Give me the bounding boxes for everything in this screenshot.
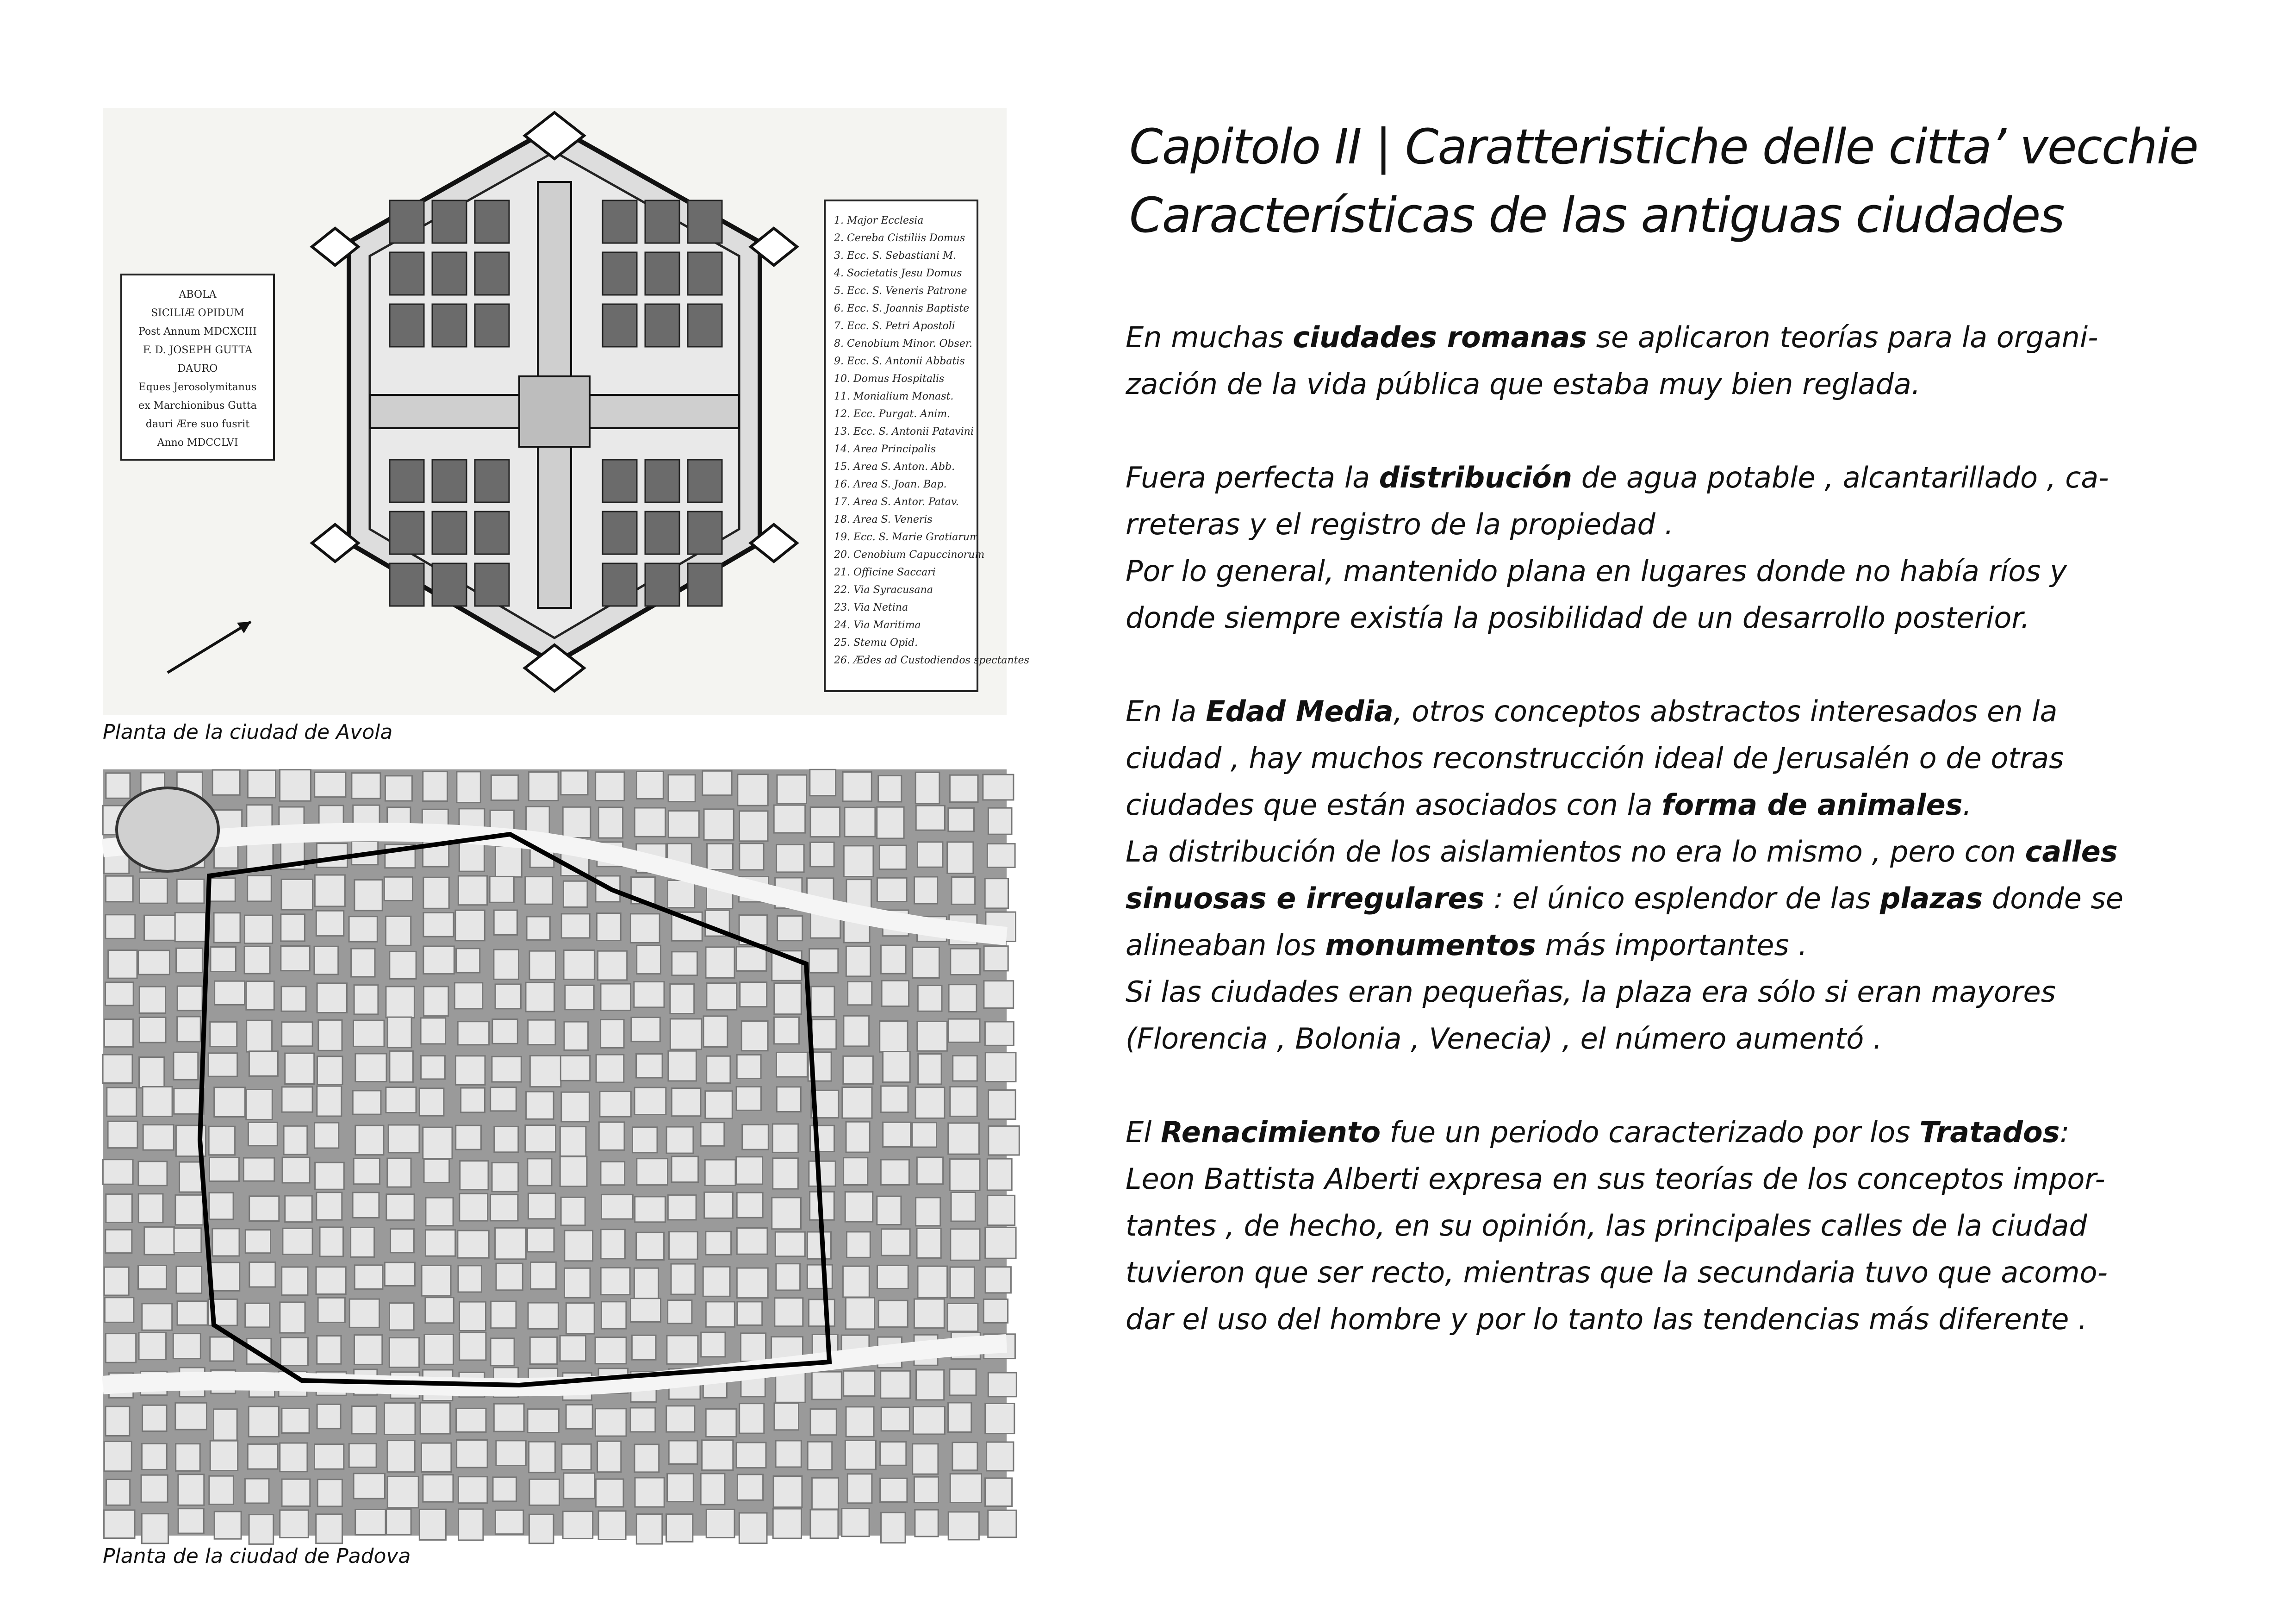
padova-map-image <box>103 769 1007 1536</box>
padova-map-drawing <box>103 769 1007 1536</box>
cartouche-line: F. D. JOSEPH GUTTA <box>143 344 253 356</box>
emphasis: distribución <box>1379 461 1573 494</box>
emphasis: forma de animales <box>1661 788 1963 822</box>
caption-avola: Planta de la ciudad de Avola <box>103 720 393 744</box>
emphasis: Renacimiento <box>1161 1115 1381 1149</box>
legend-entry: 16. Area S. Joan. Bap. <box>834 479 947 490</box>
legend-entry: 7. Ecc. S. Petri Apostoli <box>834 320 955 332</box>
legend-entry: 17. Area S. Antor. Patav. <box>834 496 959 508</box>
chapter-subtitle: Características de las antiguas ciudades <box>1129 187 2064 244</box>
cartouche-line: ABOLA <box>179 289 217 300</box>
cartouche-line: dauri Ære suo fusrit <box>145 418 250 430</box>
legend-entry: 26. Ædes ad Custodiendos spectantes <box>834 655 1029 666</box>
legend-entry: 5. Ecc. S. Veneris Patrone <box>834 285 967 297</box>
text-line: rreteras y el registro de la propiedad . <box>1126 507 1674 541</box>
legend-entry: 1. Major Ecclesia <box>834 215 924 226</box>
avola-map-drawing <box>103 108 1029 715</box>
paragraph-roman-cities <box>1126 314 2190 407</box>
text-line: En muchas ciudades romanas se aplicaron teorías para la organi- <box>1126 320 2098 354</box>
cartouche-line: Eques Jerosolymitanus <box>138 381 257 393</box>
legend-entry: 23. Via Netina <box>834 602 908 613</box>
emphasis: sinuosas e irregulares <box>1126 881 1485 915</box>
legend-entry: 15. Area S. Anton. Abb. <box>834 461 955 473</box>
legend-entry: 14. Area Principalis <box>834 443 936 455</box>
legend-entry: 19. Ecc. S. Marie Gratiarum <box>834 531 979 543</box>
legend-entry: 22. Via Syracusana <box>834 584 933 596</box>
text-line: tantes , de hecho, en su opinión, las principales calles de la ciudad <box>1126 1209 2087 1243</box>
legend-entry: 8. Cenobium Minor. Obser. <box>834 338 972 350</box>
paragraph-middle-ages <box>1126 688 2190 1062</box>
emphasis: plazas <box>1879 881 1983 915</box>
legend-entry: 4. Societatis Jesu Domus <box>834 268 962 279</box>
legend-entry: 13. Ecc. S. Antonii Patavini <box>834 426 974 437</box>
text-line: alineaban los monumentos más importantes . <box>1126 928 1808 962</box>
text-line: Leon Battista Alberti expresa en sus teorías de los conceptos impor- <box>1126 1162 2105 1196</box>
text-line: La distribución de los aislamientos no era lo mismo , pero con calles <box>1126 835 2118 868</box>
legend-entry: 12. Ecc. Purgat. Anim. <box>834 408 951 420</box>
emphasis: ciudades romanas <box>1293 320 1587 354</box>
text-line: Por lo general, mantenido plana en lugares donde no había ríos y <box>1126 554 2067 588</box>
text-line: El Renacimiento fue un periodo caracterizado por los Tratados: <box>1126 1115 2070 1149</box>
text-line: zación de la vida pública que estaba muy bien reglada. <box>1126 367 1921 401</box>
emphasis: monumentos <box>1325 928 1536 962</box>
text-line: ciudades que están asociados con la forma de animales. <box>1126 788 1972 822</box>
paragraph-renaissance <box>1126 1109 2190 1343</box>
text-line: (Florencia , Bolonia , Venecia) , el número aumentó . <box>1126 1022 1882 1056</box>
cartouche-line: DAURO <box>177 363 218 375</box>
legend-entry: 18. Area S. Veneris <box>834 514 933 525</box>
cartouche-line: SICILIÆ OPIDUM <box>151 307 244 319</box>
text-line: Fuera perfecta la distribución de agua potable , alcantarillado , ca- <box>1126 461 2109 494</box>
cartouche-line: Post Annum MDCXCIII <box>138 326 257 337</box>
legend-entry: 9. Ecc. S. Antonii Abbatis <box>834 356 965 367</box>
legend-entry: 25. Stemu Opid. <box>834 637 918 649</box>
legend-entry: 24. Via Maritima <box>834 619 921 631</box>
avola-map-image <box>103 108 1029 715</box>
legend-entry: 11. Monialium Monast. <box>834 391 954 402</box>
text-line: ciudad , hay muchos reconstrucción ideal de Jerusalén o de otras <box>1126 741 2064 775</box>
text-line: dar el uso del hombre y por lo tanto las tendencias más diferente . <box>1126 1302 2087 1336</box>
legend-entry: 10. Domus Hospitalis <box>834 373 945 385</box>
paragraph-distribution <box>1126 454 2190 641</box>
legend-entry: 3. Ecc. S. Sebastiani M. <box>834 250 957 262</box>
text-line: sinuosas e irregulares : el único esplendor de las plazas donde se <box>1126 881 2124 915</box>
emphasis: calles <box>2025 835 2118 868</box>
cartouche-line: Anno MDCCLVI <box>157 437 238 449</box>
text-line: tuvieron que ser recto, mientras que la secundaria tuvo que acomo- <box>1126 1255 2108 1289</box>
caption-padova: Planta de la ciudad de Padova <box>103 1544 411 1568</box>
text-line: donde siempre existía la posibilidad de un desarrollo posterior. <box>1126 601 2030 635</box>
text-line: Si las ciudades eran pequeñas, la plaza era sólo si eran mayores <box>1126 975 2056 1009</box>
emphasis: Tratados <box>1919 1115 2060 1149</box>
chapter-title: Capitolo II | Caratteristiche delle citta’ vecchie <box>1129 119 2198 175</box>
cartouche-line: ex Marchionibus Gutta <box>138 400 257 412</box>
body-text <box>1126 314 2190 1389</box>
legend-entry: 2. Cereba Cistiliis Domus <box>834 232 965 244</box>
emphasis: Edad Media <box>1206 694 1394 728</box>
legend-entry: 20. Cenobium Capuccinorum <box>834 549 985 561</box>
legend-entry: 6. Ecc. S. Joannis Baptiste <box>834 303 970 314</box>
text-line: En la Edad Media, otros conceptos abstractos interesados en la <box>1126 694 2058 728</box>
legend-entry: 21. Officine Saccari <box>834 567 936 578</box>
